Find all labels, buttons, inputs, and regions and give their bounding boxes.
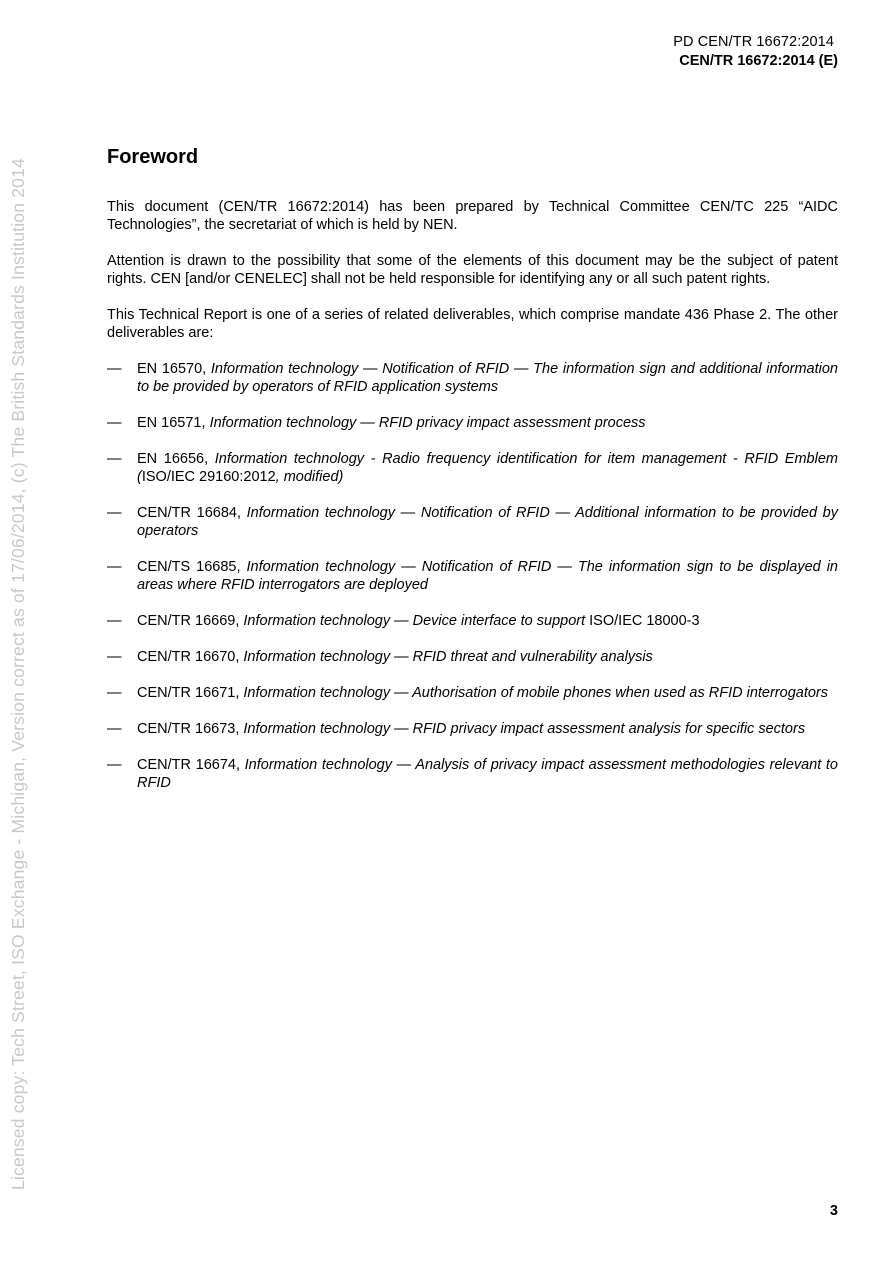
deliverable-reference: CEN/TR 16684,: [137, 505, 247, 521]
dash-bullet: —: [107, 451, 122, 467]
dash-bullet: —: [107, 415, 122, 431]
list-item: [107, 414, 838, 432]
list-item: [107, 756, 838, 792]
deliverable-reference: CEN/TR 16671,: [137, 685, 244, 701]
deliverable-title: Information technology — RFID privacy impact assessment analysis for specific sectors: [243, 721, 806, 737]
deliverable-reference: CEN/TR 16670,: [137, 649, 244, 665]
deliverable-title: Information technology — Analysis of privacy impact assessment methodologies relevant to RFID: [137, 757, 838, 791]
dash-bullet: —: [107, 757, 122, 773]
header-cen-reference: CEN/TR 16672:2014 (E): [679, 53, 838, 69]
list-item: [107, 360, 838, 396]
header-pd-reference: PD CEN/TR 16672:2014: [673, 34, 834, 50]
deliverable-title: Information technology — Device interface to support: [243, 613, 590, 629]
license-watermark: Licensed copy: Tech Street, ISO Exchange - Michigan, Version correct as of 17/06/2014, (c) The British Standards Institution 2014: [8, 158, 28, 1190]
list-item: [107, 720, 838, 738]
deliverable-title: Information technology — Authorisation of mobile phones when used as RFID interrogators: [243, 685, 828, 701]
deliverable-reference: EN 16571,: [137, 415, 210, 431]
deliverable-reference: CEN/TR 16673,: [137, 721, 244, 737]
deliverable-title: Information technology — Notification of RFID — Additional information to be provided by operators: [137, 505, 838, 539]
deliverable-standard: ISO/IEC 29160:2012: [141, 469, 276, 485]
dash-bullet: —: [107, 721, 122, 737]
list-item: [107, 648, 838, 666]
deliverable-title: Information technology — Notification of RFID — The information sign to be displayed in areas where RFID interrogators are deployed: [137, 559, 838, 593]
list-item: [107, 558, 838, 594]
paragraph-deliverables-intro: This Technical Report is one of a series of related deliverables, which comprise mandate 436 Phase 2. The other deliverables are:: [107, 307, 838, 341]
deliverable-reference: CEN/TR 16669,: [137, 613, 244, 629]
dash-bullet: —: [107, 649, 122, 665]
deliverable-reference: CEN/TR 16674,: [137, 757, 245, 773]
dash-bullet: —: [107, 685, 122, 701]
dash-bullet: —: [107, 559, 122, 575]
list-item: [107, 612, 838, 630]
deliverable-title: Information technology - Radio frequency identification for item management - RFID Emblem (: [137, 451, 838, 485]
page-title: Foreword: [107, 146, 199, 168]
list-item: [107, 450, 838, 486]
deliverables-list: [107, 360, 838, 792]
paragraph-patent-rights: Attention is drawn to the possibility that some of the elements of this document may be the subject of patent rights. CEN [and/or CENELEC] shall not be held responsible for identifying any or all such patent rights.: [107, 253, 838, 287]
dash-bullet: —: [107, 613, 122, 629]
deliverable-title: Information technology — Notification of RFID — The information sign and additional information to be provided by operators of RFID application systems: [137, 361, 838, 395]
foreword-section: [107, 144, 838, 810]
deliverable-title-tail: , modified): [275, 469, 344, 485]
deliverable-title: Information technology — RFID threat and vulnerability analysis: [243, 649, 653, 665]
deliverable-title: Information technology — RFID privacy impact assessment process: [209, 415, 646, 431]
paragraph-preparation: This document (CEN/TR 16672:2014) has been prepared by Technical Committee CEN/TC 225 “AIDC Technologies”, the secretariat of which is held by NEN.: [107, 199, 838, 233]
dash-bullet: —: [107, 505, 122, 521]
list-item: [107, 504, 838, 540]
dash-bullet: —: [107, 361, 122, 377]
page-number: 3: [829, 1203, 838, 1219]
deliverable-standard: ISO/IEC 18000-3: [589, 613, 700, 629]
deliverable-reference: EN 16656,: [137, 451, 215, 467]
deliverable-reference: EN 16570,: [137, 361, 211, 377]
list-item: [107, 684, 838, 702]
deliverable-reference: CEN/TS 16685,: [137, 559, 247, 575]
